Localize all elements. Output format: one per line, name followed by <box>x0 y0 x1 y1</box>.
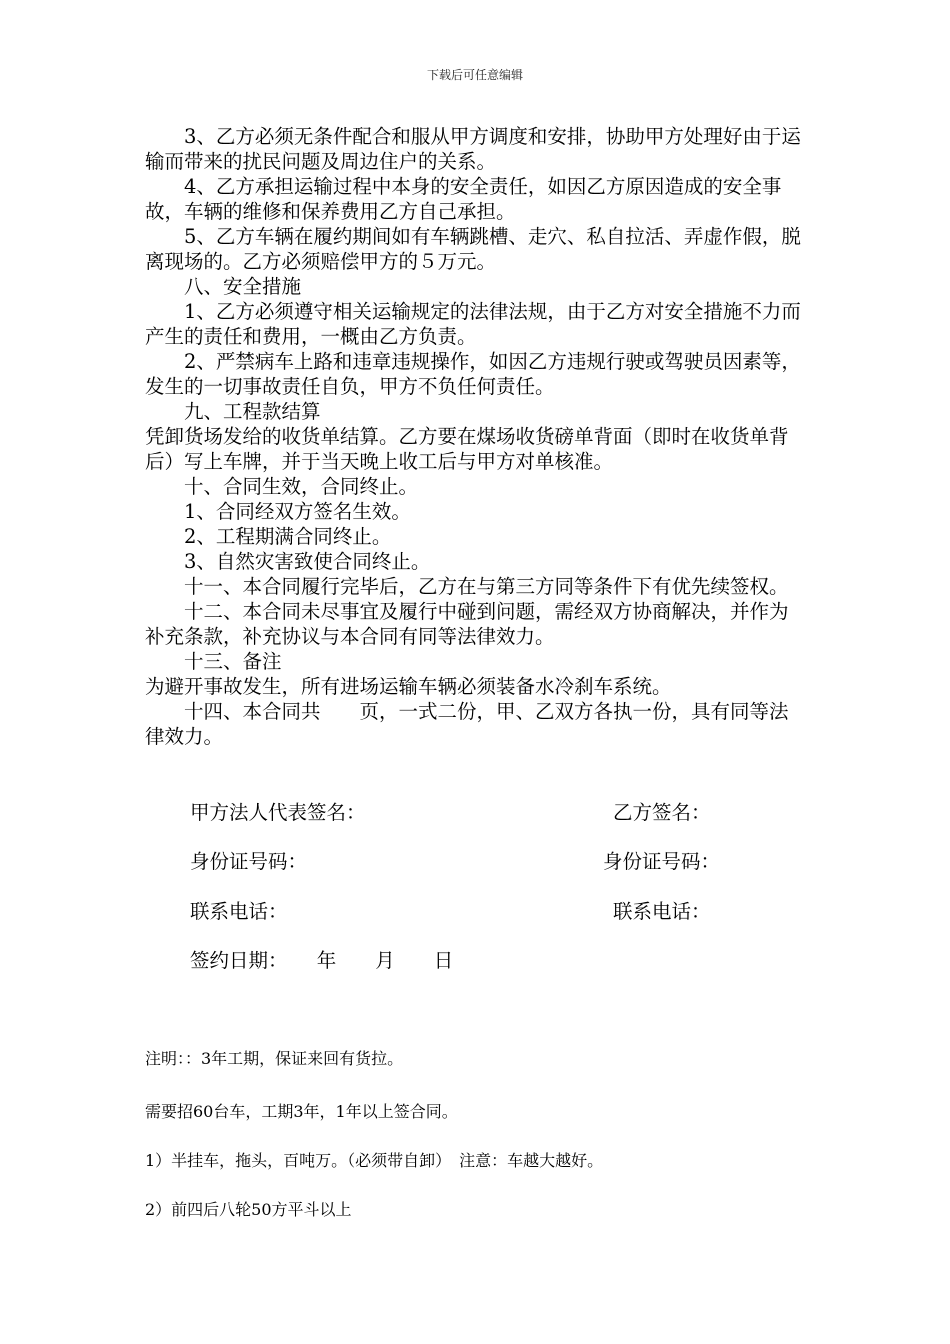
section-13-heading: 十三、备注 <box>184 650 282 673</box>
party-a-rep-label: 甲方法人代表签名： <box>190 801 366 824</box>
phone-a-label: 联系电话： <box>190 900 288 923</box>
section-12: 十二、本合同未尽事宜及履行中碰到问题，需经双方协商解决，并作为补充条款，补充协议与本合同有同等法律效力。 <box>145 600 789 648</box>
phone-b-label: 联系电话： <box>613 900 711 923</box>
section-10-heading: 十、合同生效，合同终止。 <box>184 475 419 498</box>
clause-7-3: 3、乙方必须无条件配合和服从甲方调度和安排，协助甲方处理好由于运输而带来的扰民问题及周边住户的关系。 <box>145 125 801 173</box>
section-8-heading: 八、安全措施 <box>184 275 302 298</box>
section-11: 十一、本合同履行完毕后，乙方在与第三方同等条件下有优先续签权。 <box>184 575 789 598</box>
clause-8-2: 2、严禁病车上路和违章违规操作，如因乙方违规行驶或驾驶员因素等，发生的一切事故责任自负，甲方不负任何责任。 <box>145 350 801 398</box>
clause-10-1: 1、合同经双方签名生效。 <box>184 500 411 523</box>
clause-7-4: 4、乙方承担运输过程中本身的安全责任，如因乙方原因造成的安全事故，车辆的维修和保养费用乙方自己承担。 <box>145 175 782 223</box>
signature-row-3 <box>0 896 950 922</box>
id-b-label: 身份证号码： <box>603 850 721 873</box>
clause-10-2: 2、工程期满合同终止。 <box>184 525 392 548</box>
clause-9-text: 凭卸货场发给的收货单结算。乙方要在煤场收货磅单背面（即时在收货单背后）写上车牌，并于当天晚上收工后与甲方对单核准。 <box>145 425 789 473</box>
sign-date-label: 签约日期： 年 月 日 <box>190 949 454 972</box>
clause-8-1: 1、乙方必须遵守相关运输规定的法律法规，由于乙方对安全措施不力而产生的责任和费用，一概由乙方负责。 <box>145 300 801 348</box>
section-14: 十四、本合同共 页，一式二份，甲、乙双方各执一份，具有同等法律效力。 <box>145 700 789 748</box>
signature-row-2 <box>0 846 950 872</box>
contract-body <box>145 124 805 749</box>
signature-row-4 <box>0 945 950 971</box>
party-b-sign-label: 乙方签名： <box>613 801 711 824</box>
page-header: 下载后可任意编辑 <box>426 68 523 82</box>
note-4: 2）前四后八轮50方平斗以上 <box>145 1200 352 1219</box>
section-9-heading: 九、工程款结算 <box>184 400 321 423</box>
note-1: 注明：：3年工期，保证来回有货拉。 <box>145 1049 404 1068</box>
clause-7-5: 5、乙方车辆在履约期间如有车辆跳槽、走穴、私自拉活、弄虚作假，脱离现场的。乙方必须赔偿甲方的５万元。 <box>145 225 801 273</box>
clause-10-3: 3、自然灾害致使合同终止。 <box>184 550 431 573</box>
note-2: 需要招60台车，工期3年，1年以上签合同。 <box>145 1102 458 1121</box>
id-a-label: 身份证号码： <box>190 850 308 873</box>
signature-row-1 <box>0 797 950 823</box>
note-3: 1）半挂车，拖头，百吨万。（必须带自卸） 注意：车越大越好。 <box>145 1151 604 1170</box>
clause-13-text: 为避开事故发生，所有进场运输车辆必须装备水冷刹车系统。 <box>145 675 672 698</box>
